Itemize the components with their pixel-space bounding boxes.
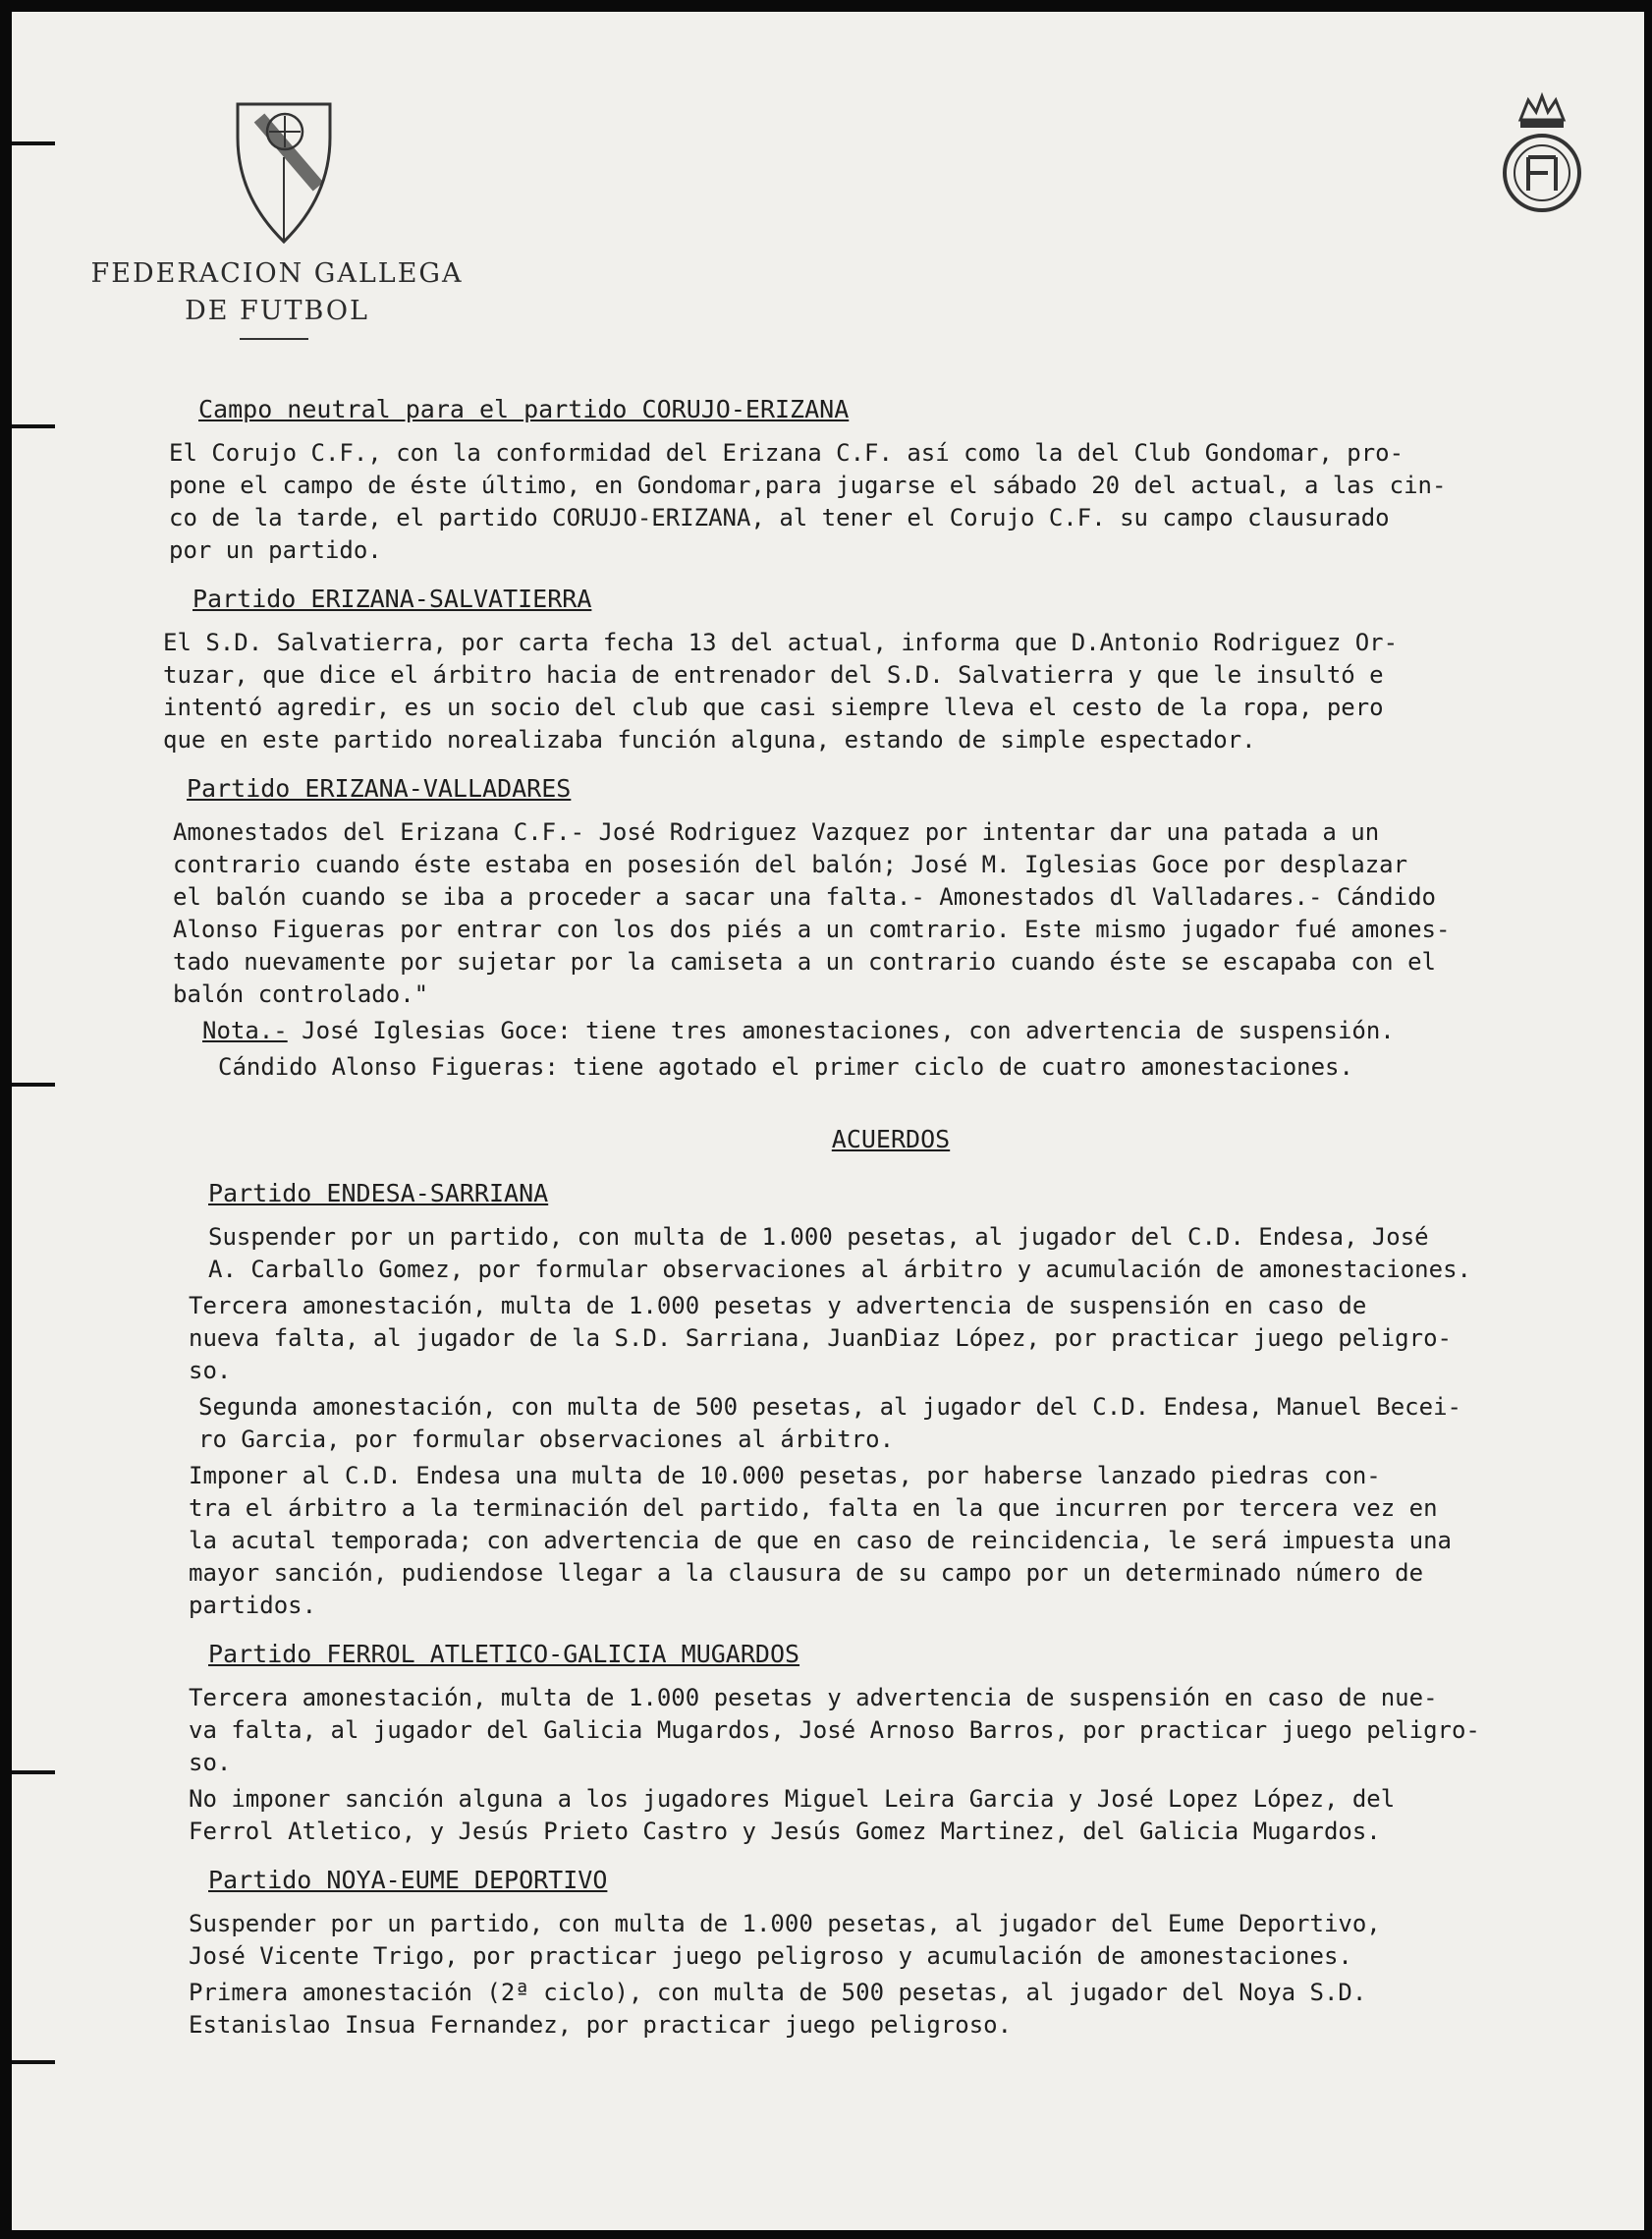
- paragraph: Primera amonestación (2ª ciclo), con multa de 500 pesetas, al jugador del Noya S.D. Estanislao Insua Fernandez, por practicar juego peligroso.: [189, 1979, 1367, 2039]
- acuerdos-heading: ACUERDOS: [831, 1125, 951, 1153]
- binder-hole-mark: [12, 1083, 55, 1087]
- binder-hole-mark: [12, 2060, 55, 2064]
- gallega-shield-logo: [230, 98, 338, 246]
- paragraph: Suspender por un partido, con multa de 1.000 pesetas, al jugador del Eume Deportivo, José Vicente Trigo, por practicar juego peligroso y acumulación de amonestaciones.: [189, 1910, 1381, 1970]
- section-heading: Partido ENDESA-SARRIANA: [208, 1179, 549, 1207]
- paragraph: Tercera amonestación, multa de 1.000 pesetas y advertencia de suspensión en caso de nueva falta, al jugador de la S.D. Sarriana, JuanDiaz López, por practicar juego peligro- so.: [189, 1292, 1452, 1384]
- section-heading: Campo neutral para el partido CORUJO-ERIZANA: [198, 395, 850, 423]
- organization-name: [61, 255, 493, 330]
- section-heading: Partido NOYA-EUME DEPORTIVO: [208, 1866, 608, 1894]
- org-name-line2: DE FUTBOL: [185, 296, 369, 326]
- nota-line: [159, 1015, 1623, 1047]
- document-page: [12, 12, 1644, 2230]
- rfef-crown-crest-logo: [1495, 92, 1589, 216]
- header-divider: [240, 338, 308, 340]
- acuerdo-endesa-sarriana: [159, 1177, 1623, 1622]
- paragraph: El S.D. Salvatierra, por carta fecha 13 del actual, informa que D.Antonio Rodriguez Or- tuzar, que dice el árbitro hacia de entrenador del S.D. Salvatierra y que le insultó e intentó agredir, es un socio del club que casi siempre lleva el cesto de la ropa, pero que en este partido norealizaba función alguna, estando de simple espectador.: [163, 629, 1399, 754]
- paragraph: Tercera amonestación, multa de 1.000 pesetas y advertencia de suspensión en caso de nue- va falta, al jugador del Galicia Mugardos, José Arnoso Barros, por practicar juego peligro- so.: [189, 1684, 1480, 1776]
- paragraph: No imponer sanción alguna a los jugadores Miguel Leira Garcia y José Lopez López, del Ferrol Atletico, y Jesús Prieto Castro y Jesús Gomez Martinez, del Galicia Mugardos.: [189, 1785, 1396, 1845]
- paragraph: Imponer al C.D. Endesa una multa de 10.000 pesetas, por haberse lanzado piedras con- tra el árbitro a la terminación del partido, falta en la que incurren por tercera vez en la acutal temporada; con advertencia de que en caso de reincidencia, le será impuesta una mayor sanción, pudiendose llegar a la clausura de su campo por un determinado número de partidos.: [189, 1462, 1452, 1619]
- binder-hole-mark: [12, 1770, 55, 1774]
- paragraph: Segunda amonestación, con multa de 500 pesetas, al jugador del C.D. Endesa, Manuel Becei- ro Garcia, por formular observaciones al árbitro.: [198, 1393, 1461, 1453]
- paragraph: El Corujo C.F., con la conformidad del Erizana C.F. así como la del Club Gondomar, pro- pone el campo de éste último, en Gondomar,para jugarse el sábado 20 del actual, a las cin- co de la tarde, el partido CORUJO-ERIZANA, al tener el Corujo C.F. su campo clausurado por un partido.: [169, 439, 1447, 564]
- nota-line: Cándido Alonso Figueras: tiene agotado el primer ciclo de cuatro amonestaciones.: [218, 1053, 1353, 1081]
- binder-hole-mark: [12, 141, 55, 145]
- paragraph: Suspender por un partido, con multa de 1.000 pesetas, al jugador del C.D. Endesa, José A. Carballo Gomez, por formular observaciones al árbitro y acumulación de amonestaciones.: [208, 1223, 1471, 1283]
- binder-hole-mark: [12, 424, 55, 428]
- section-corujo-erizana: [159, 393, 1623, 567]
- paragraph: Amonestados del Erizana C.F.- José Rodriguez Vazquez por intentar dar una patada a un contrario cuando éste estaba en posesión del balón; José M. Iglesias Goce por desplazar el balón cuando se iba a proceder a sacar una falta.- Amonestados dl Valladares.- Cándido Alonso Figueras por entrar con los dos piés a un comtrario. Este mismo jugador fué amones- tado nuevamente por sujetar por la camiseta a un contrario cuando éste se escapaba con el balón controlado.": [173, 818, 1451, 1008]
- nota-text: José Iglesias Goce: tiene tres amonestaciones, con advertencia de suspensión.: [287, 1017, 1395, 1044]
- document-body: [159, 393, 1623, 2057]
- section-heading: Partido FERROL ATLETICO-GALICIA MUGARDOS: [208, 1640, 800, 1668]
- section-heading: Partido ERIZANA-VALLADARES: [187, 774, 572, 803]
- section-erizana-salvatierra: [159, 583, 1623, 756]
- acuerdo-ferrol-galicia-mugardos: [159, 1638, 1623, 1848]
- org-name-line1: FEDERACION GALLEGA: [90, 258, 464, 289]
- section-erizana-valladares: [159, 772, 1623, 1084]
- section-heading: Partido ERIZANA-SALVATIERRA: [193, 585, 592, 613]
- acuerdo-noya-eume: [159, 1864, 1623, 2042]
- nota-label: Nota.-: [202, 1017, 288, 1044]
